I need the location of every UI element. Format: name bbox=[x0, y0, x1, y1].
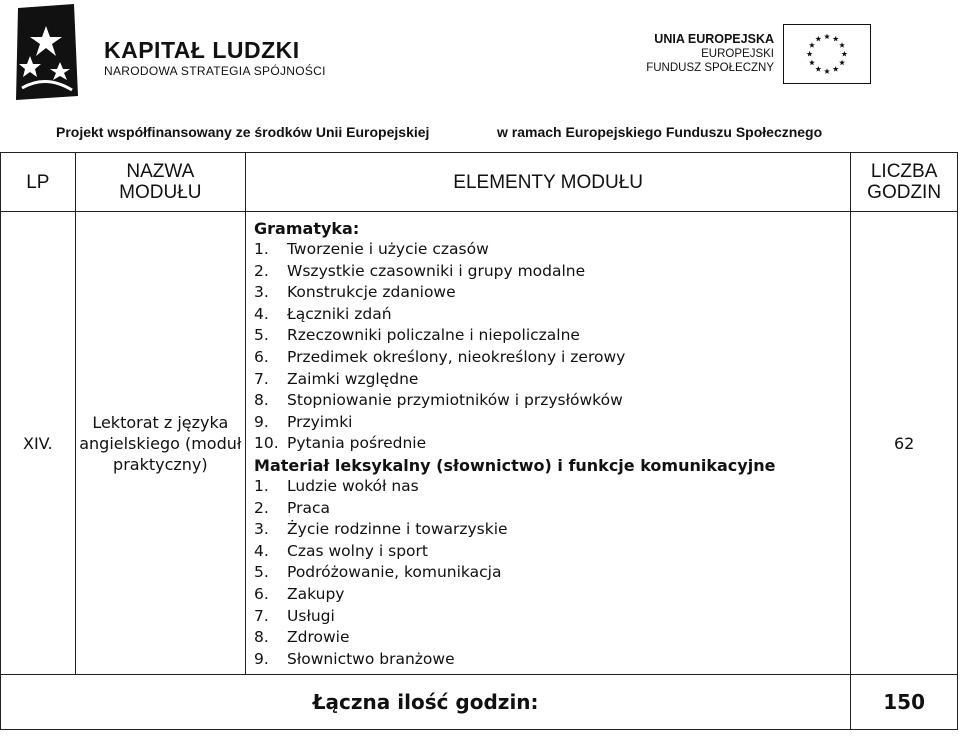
list-item-text: Życie rodzinne i towarzyskie bbox=[287, 520, 508, 539]
list-item-number: 3. bbox=[254, 520, 269, 539]
list-item-number: 2. bbox=[254, 498, 269, 517]
eu-star-icon bbox=[809, 42, 815, 48]
grammar-list bbox=[254, 239, 842, 455]
eu-star-icon bbox=[824, 68, 830, 74]
project-fund-text: w ramach Europejskiego Funduszu Społecznego bbox=[497, 124, 823, 140]
eu-star-icon bbox=[809, 60, 815, 66]
list-item bbox=[254, 476, 842, 498]
list-item bbox=[254, 606, 842, 628]
eu-star-icon bbox=[839, 42, 845, 48]
list-item-number: 6. bbox=[254, 347, 269, 366]
logo-title: KAPITAŁ LUDZKI bbox=[104, 37, 300, 63]
row-hours: 62 bbox=[851, 212, 958, 675]
list-item-number: 8. bbox=[254, 628, 269, 647]
total-row bbox=[1, 675, 958, 730]
list-item-number: 6. bbox=[254, 584, 269, 603]
list-item bbox=[254, 627, 842, 649]
list-item-text: Zaimki względne bbox=[287, 369, 419, 388]
eu-star-icon bbox=[839, 60, 845, 66]
list-item-number: 4. bbox=[254, 304, 269, 323]
list-item-number: 1. bbox=[254, 240, 269, 258]
list-item-number: 7. bbox=[254, 606, 269, 625]
section-title: Gramatyka: bbox=[254, 219, 360, 238]
list-item-text: Pytania pośrednie bbox=[287, 434, 427, 453]
list-item bbox=[254, 239, 842, 261]
list-item bbox=[254, 649, 842, 671]
list-item-text: Czas wolny i sport bbox=[287, 541, 428, 560]
eu-flag-icon bbox=[783, 24, 871, 84]
eu-star-icon bbox=[815, 66, 821, 72]
list-item bbox=[254, 519, 842, 541]
vocabulary-list bbox=[254, 476, 842, 670]
list-item-number: 8. bbox=[254, 391, 269, 410]
list-item-text: Konstrukcje zdaniowe bbox=[287, 283, 456, 302]
total-value: 150 bbox=[851, 675, 958, 730]
list-item-number: 10. bbox=[254, 434, 279, 453]
row-lp: XIV. bbox=[1, 212, 76, 675]
list-item-text: Zdrowie bbox=[287, 628, 350, 647]
list-item bbox=[254, 261, 842, 283]
project-funding-text: Projekt współfinansowany ze środków Unii Europejskiej bbox=[56, 124, 430, 140]
list-item bbox=[254, 304, 842, 326]
list-item-text: Przedimek określony, nieokreślony i zerowy bbox=[287, 347, 626, 366]
table-header-row bbox=[1, 153, 958, 212]
list-item bbox=[254, 369, 842, 391]
table-row bbox=[1, 212, 958, 675]
list-item bbox=[254, 541, 842, 563]
list-item bbox=[254, 433, 842, 455]
list-item-number: 7. bbox=[254, 369, 269, 388]
row-module-name: Lektorat z języka angielskiego (moduł praktyczny) bbox=[75, 212, 245, 675]
list-item bbox=[254, 498, 842, 520]
eu-star-icon bbox=[807, 51, 813, 57]
header-hours-line1: LICZBA bbox=[870, 161, 938, 182]
list-item bbox=[254, 562, 842, 584]
list-item-text: Słownictwo branżowe bbox=[287, 649, 455, 668]
eu-star-icon bbox=[824, 34, 830, 40]
list-item-text: Łączniki zdań bbox=[287, 304, 392, 323]
eu-wordmark bbox=[642, 32, 774, 75]
list-item-text: Przyimki bbox=[287, 412, 353, 431]
list-item-text: Wszystkie czasowniki i grupy modalne bbox=[287, 261, 586, 280]
list-item-text: Podróżowanie, komunikacja bbox=[287, 563, 502, 582]
list-item bbox=[254, 325, 842, 347]
header-name-line2: MODUŁU bbox=[119, 182, 202, 203]
list-item bbox=[254, 282, 842, 304]
eu-line-3: FUNDUSZ SPOŁECZNY bbox=[646, 62, 774, 74]
list-item-number: 3. bbox=[254, 283, 269, 302]
list-item-text: Usługi bbox=[287, 606, 335, 625]
list-item bbox=[254, 347, 842, 369]
list-item-number: 4. bbox=[254, 541, 269, 560]
eu-star-icon bbox=[833, 36, 839, 42]
list-item-text: Zakupy bbox=[287, 584, 345, 603]
header-lp: LP bbox=[1, 153, 76, 212]
kapital-ludzki-wordmark bbox=[104, 38, 326, 78]
section-title: Materiał leksykalny (słownictwo) i funkcje komunikacyjne bbox=[254, 455, 776, 475]
list-item-number: 9. bbox=[254, 649, 269, 668]
list-item-text: Praca bbox=[287, 498, 330, 517]
list-item bbox=[254, 412, 842, 434]
eu-star-icon bbox=[815, 36, 821, 42]
kapital-ludzki-logo-icon bbox=[12, 4, 80, 100]
eu-line-1: UNIA EUROPEJSKA bbox=[654, 32, 774, 46]
total-label: Łączna ilość godzin: bbox=[1, 675, 851, 730]
list-item-number: 9. bbox=[254, 412, 269, 431]
module-table bbox=[0, 152, 958, 730]
list-item-text: Rzeczowniki policzalne i niepoliczalne bbox=[287, 326, 580, 345]
logo-subtitle: NARODOWA STRATEGIA SPÓJNOŚCI bbox=[104, 64, 326, 78]
list-item-number: 5. bbox=[254, 326, 269, 345]
eu-star-icon bbox=[833, 66, 839, 72]
list-item-number: 2. bbox=[254, 261, 269, 280]
eu-star-icon bbox=[841, 51, 847, 57]
header-hours-line2: GODZIN bbox=[867, 182, 942, 203]
header-module-elements: ELEMENTY MODUŁU bbox=[246, 153, 851, 212]
document-header bbox=[0, 0, 960, 140]
header-name-line1: NAZWA bbox=[126, 161, 195, 182]
list-item bbox=[254, 390, 842, 412]
list-item-number: 5. bbox=[254, 563, 269, 582]
header-hours bbox=[851, 153, 958, 212]
list-item-number: 1. bbox=[254, 476, 269, 495]
eu-line-2: EUROPEJSKI bbox=[701, 48, 774, 60]
list-item-text: Ludzie wokół nas bbox=[287, 476, 419, 495]
header-module-name bbox=[75, 153, 245, 212]
list-item-text: Stopniowanie przymiotników i przysłówków bbox=[287, 391, 623, 410]
list-item bbox=[254, 584, 842, 606]
list-item-text: Tworzenie i użycie czasów bbox=[287, 240, 489, 258]
row-module-elements bbox=[246, 212, 851, 675]
